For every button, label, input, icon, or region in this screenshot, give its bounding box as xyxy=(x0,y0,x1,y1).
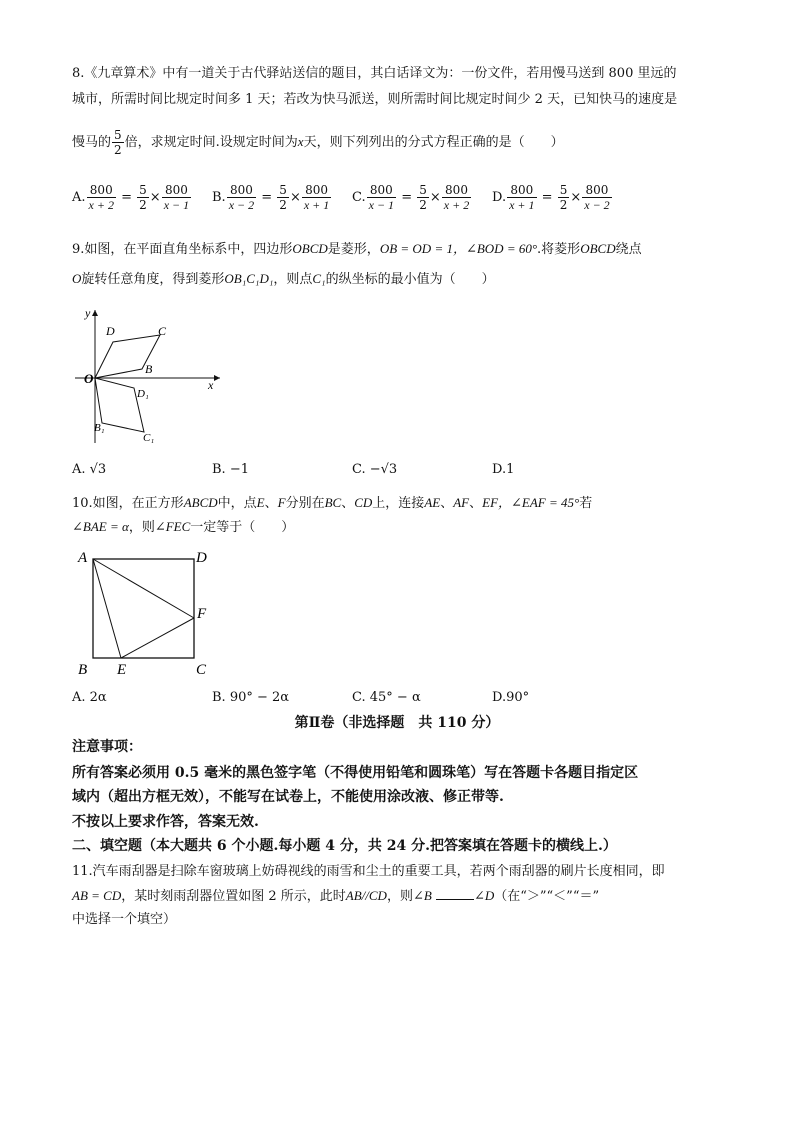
q11-line-1: 11.汽车雨刮器是扫除车窗玻璃上妨碍视线的雨雪和尘土的重要工具，若两个雨刮器的刷片长度相同，即 xyxy=(72,864,665,879)
fraction-denominator: x − 2 xyxy=(584,198,610,212)
fraction-denominator: x − 1 xyxy=(368,198,395,212)
q10-math: E xyxy=(256,495,265,510)
fraction-numerator: 800 xyxy=(582,183,611,198)
q10-line-2 xyxy=(72,518,294,537)
q10-option-d[interactable]: D.90° xyxy=(492,690,530,705)
q10-text: 、 xyxy=(341,496,355,511)
label-b1: B₁ xyxy=(94,422,105,434)
q9-math: OBCD xyxy=(292,241,328,256)
q8-variable: x xyxy=(297,134,304,149)
label-c: C xyxy=(196,662,207,678)
equals-sign: = xyxy=(397,190,417,205)
q10-math: ABCD xyxy=(183,495,218,510)
q10-math: CD xyxy=(354,495,373,510)
square-abcd xyxy=(93,559,194,658)
q8-text: 倍，求规定时间.设规定时间为 xyxy=(124,135,298,150)
fraction-numerator: 800 xyxy=(442,183,471,198)
q9-option-a[interactable]: A. √3 xyxy=(72,462,107,477)
q9-math: OB₁C₁D₁ xyxy=(224,271,274,286)
q11-line-2 xyxy=(72,887,599,906)
q11-line-3: 中选择一个填空） xyxy=(72,912,177,927)
label-d: D xyxy=(106,324,115,338)
q8-option-c[interactable] xyxy=(352,183,472,212)
fraction xyxy=(507,183,536,212)
q9-text: 是菱形， xyxy=(327,242,380,257)
q9-text: 旋转任意角度，得到菱形 xyxy=(81,272,225,287)
fraction xyxy=(558,183,570,212)
q11-text: ，则∠ xyxy=(386,889,424,904)
fraction-denominator: 2 xyxy=(114,143,122,157)
q9-text: ，则点 xyxy=(273,272,313,287)
q8-line-2: 城市，所需时间比规定时间多 1 天；若改为快马派送，则所需时间比规定时间少 2 天，已知快马的速度是 xyxy=(72,92,678,107)
fraction-denominator: x − 1 xyxy=(163,198,190,212)
q10-text: 若 xyxy=(579,496,593,511)
q8-line-3 xyxy=(72,125,564,160)
q9-text: 9.如图，在平面直角坐标系中，四边形 xyxy=(72,242,293,257)
fraction-numerator: 800 xyxy=(507,183,536,198)
q11-text: ，某时刻雨刮器位置如图 2 所示，此时 xyxy=(121,889,346,904)
q9-text: .将菱形 xyxy=(537,242,581,257)
y-axis-arrow-icon xyxy=(92,310,98,316)
q11-math: AB//CD xyxy=(345,888,387,903)
notice-line-3: 不按以上要求作答，答案无效. xyxy=(72,814,259,830)
notice-line-2: 域内（超出方框无效），不能写在试卷上，不能使用涂改液、修正带等. xyxy=(72,789,504,805)
label-f: F xyxy=(197,606,207,622)
label-o: O xyxy=(84,371,94,386)
label-e: E xyxy=(117,662,127,678)
q10-text: ，则 xyxy=(128,520,155,535)
q11-math: AB = CD xyxy=(72,888,122,903)
equals-sign: = xyxy=(537,190,557,205)
fraction xyxy=(367,183,396,212)
q10-figure xyxy=(72,546,222,682)
q11-text: ∠ xyxy=(473,889,485,904)
fraction-denominator: 2 xyxy=(139,198,147,212)
q10-text: 10.如图，在正方形 xyxy=(72,496,184,511)
fraction-numerator: 800 xyxy=(87,183,116,198)
fraction-denominator: 2 xyxy=(419,198,427,212)
equals-sign: = xyxy=(116,190,137,205)
q10-option-b[interactable]: B. 90° − 2α xyxy=(212,690,290,705)
fraction xyxy=(417,183,429,212)
times-sign: × xyxy=(570,190,582,205)
q10-option-c[interactable]: C. 45° − α xyxy=(352,690,421,705)
notice-line-1: 所有答案必须用 0.5 毫米的黑色签字笔（不得使用铅笔和圆珠笔）写在答题卡各题目指定区 xyxy=(72,765,639,781)
fraction-denominator: x + 2 xyxy=(443,198,470,212)
times-sign: × xyxy=(429,190,441,205)
q9-option-b[interactable]: B. −1 xyxy=(212,462,249,477)
q8-text: 天，则下列列出的分式方程正确的是（ ） xyxy=(303,135,564,150)
q10-text: 、 xyxy=(264,496,278,511)
fraction-numerator: 5 xyxy=(419,183,427,197)
fraction-numerator: 800 xyxy=(302,183,331,198)
segment-af xyxy=(93,559,194,618)
label-c1: C₁ xyxy=(143,432,155,444)
q10-text: 上，连接 xyxy=(372,496,425,511)
q10-text: 一定等于（ ） xyxy=(190,520,295,535)
times-sign: × xyxy=(289,190,301,205)
q10-math: BC xyxy=(324,495,342,510)
fraction xyxy=(227,183,256,212)
q10-line-1 xyxy=(72,494,592,513)
fraction-numerator: 5 xyxy=(139,183,147,197)
fraction xyxy=(137,183,149,212)
option-label: D. xyxy=(492,190,507,205)
fraction-denominator: x + 1 xyxy=(303,198,330,212)
q10-option-a[interactable]: A. 2α xyxy=(72,690,107,705)
section-title: 第Ⅱ卷（非选择题 共 110 分） xyxy=(294,715,500,731)
q10-text: 、 xyxy=(469,496,483,511)
fraction-denominator: x + 1 xyxy=(509,198,535,212)
q9-figure xyxy=(70,305,230,450)
q8-ratio-fraction xyxy=(112,128,124,157)
fraction-numerator: 5 xyxy=(279,183,287,197)
q9-text: 的纵坐标的最小值为（ ） xyxy=(325,272,495,287)
q8-text: 慢马的 xyxy=(72,135,112,150)
label-d: D xyxy=(196,550,207,566)
q11-math: D xyxy=(484,888,495,903)
fraction-numerator: 800 xyxy=(227,183,256,198)
fraction xyxy=(87,183,116,212)
fraction-numerator: 800 xyxy=(367,183,396,198)
q9-math: C₁ xyxy=(312,271,326,286)
part2-title: 二、填空题（本大题共 6 个小题.每小题 4 分，共 24 分.把答案填在答题卡的横线上.） xyxy=(72,838,617,854)
fraction-denominator: 2 xyxy=(559,198,568,212)
q8-option-b[interactable] xyxy=(212,183,332,212)
fraction-denominator: x + 2 xyxy=(88,198,114,212)
equals-sign: = xyxy=(257,190,277,205)
q9-math: O xyxy=(72,271,82,286)
q10-text: 分别在 xyxy=(285,496,325,511)
notice-title: 注意事项： xyxy=(72,739,142,755)
x-axis-arrow-icon xyxy=(214,375,220,381)
q9-line-2 xyxy=(72,270,495,289)
q9-condition: OB = OD = 1，∠BOD = 60° xyxy=(379,241,538,256)
label-y: y xyxy=(85,306,91,320)
q9-text: 绕点 xyxy=(615,242,642,257)
label-b: B xyxy=(78,662,88,678)
fraction-numerator: 5 xyxy=(114,128,122,142)
q10-condition: ，∠EAF = 45° xyxy=(498,495,580,510)
q10-math: ∠BAE = α xyxy=(72,519,129,534)
q9-option-d[interactable]: D.1 xyxy=(492,462,515,477)
q11-answer-blank[interactable] xyxy=(436,887,474,900)
fraction xyxy=(302,183,331,212)
q11-text: （在“＞”“＜”“＝” xyxy=(494,889,600,904)
fraction-denominator: x − 2 xyxy=(228,198,255,212)
option-label: B. xyxy=(212,190,226,205)
fraction-numerator: 5 xyxy=(559,183,568,197)
option-label: C. xyxy=(352,190,366,205)
label-d1: D₁ xyxy=(137,388,149,400)
q9-option-c[interactable]: C. −√3 xyxy=(352,462,398,477)
label-b: B xyxy=(145,362,153,376)
q11-math: B xyxy=(423,888,432,903)
q10-math: F xyxy=(277,495,286,510)
fraction-denominator: 2 xyxy=(279,198,287,212)
q8-line-1: 8.《九章算术》中有一道关于古代驿站送信的题目，其白话译文为：一份文件，若用慢马送到 800 里远的 xyxy=(72,66,677,81)
q8-option-d[interactable] xyxy=(492,183,613,212)
fraction xyxy=(442,183,471,212)
q9-math: OBCD xyxy=(580,241,616,256)
q10-math: AF xyxy=(453,495,470,510)
q10-math: ∠FEC xyxy=(154,519,191,534)
q10-math: EF xyxy=(482,495,499,510)
option-label: A. xyxy=(72,190,86,205)
q8-option-a[interactable] xyxy=(72,183,192,212)
q10-math: AE xyxy=(424,495,441,510)
q10-text: 、 xyxy=(440,496,454,511)
label-a: A xyxy=(78,550,88,566)
times-sign: × xyxy=(149,190,161,205)
label-c: C xyxy=(158,324,167,338)
q10-text: 中，点 xyxy=(217,496,257,511)
segment-ef xyxy=(121,618,194,658)
label-x: x xyxy=(208,378,214,392)
q9-line-1 xyxy=(72,240,642,259)
segment-ae xyxy=(93,559,121,658)
fraction xyxy=(162,183,191,212)
fraction xyxy=(277,183,289,212)
fraction xyxy=(582,183,611,212)
fraction-numerator: 800 xyxy=(162,183,191,198)
